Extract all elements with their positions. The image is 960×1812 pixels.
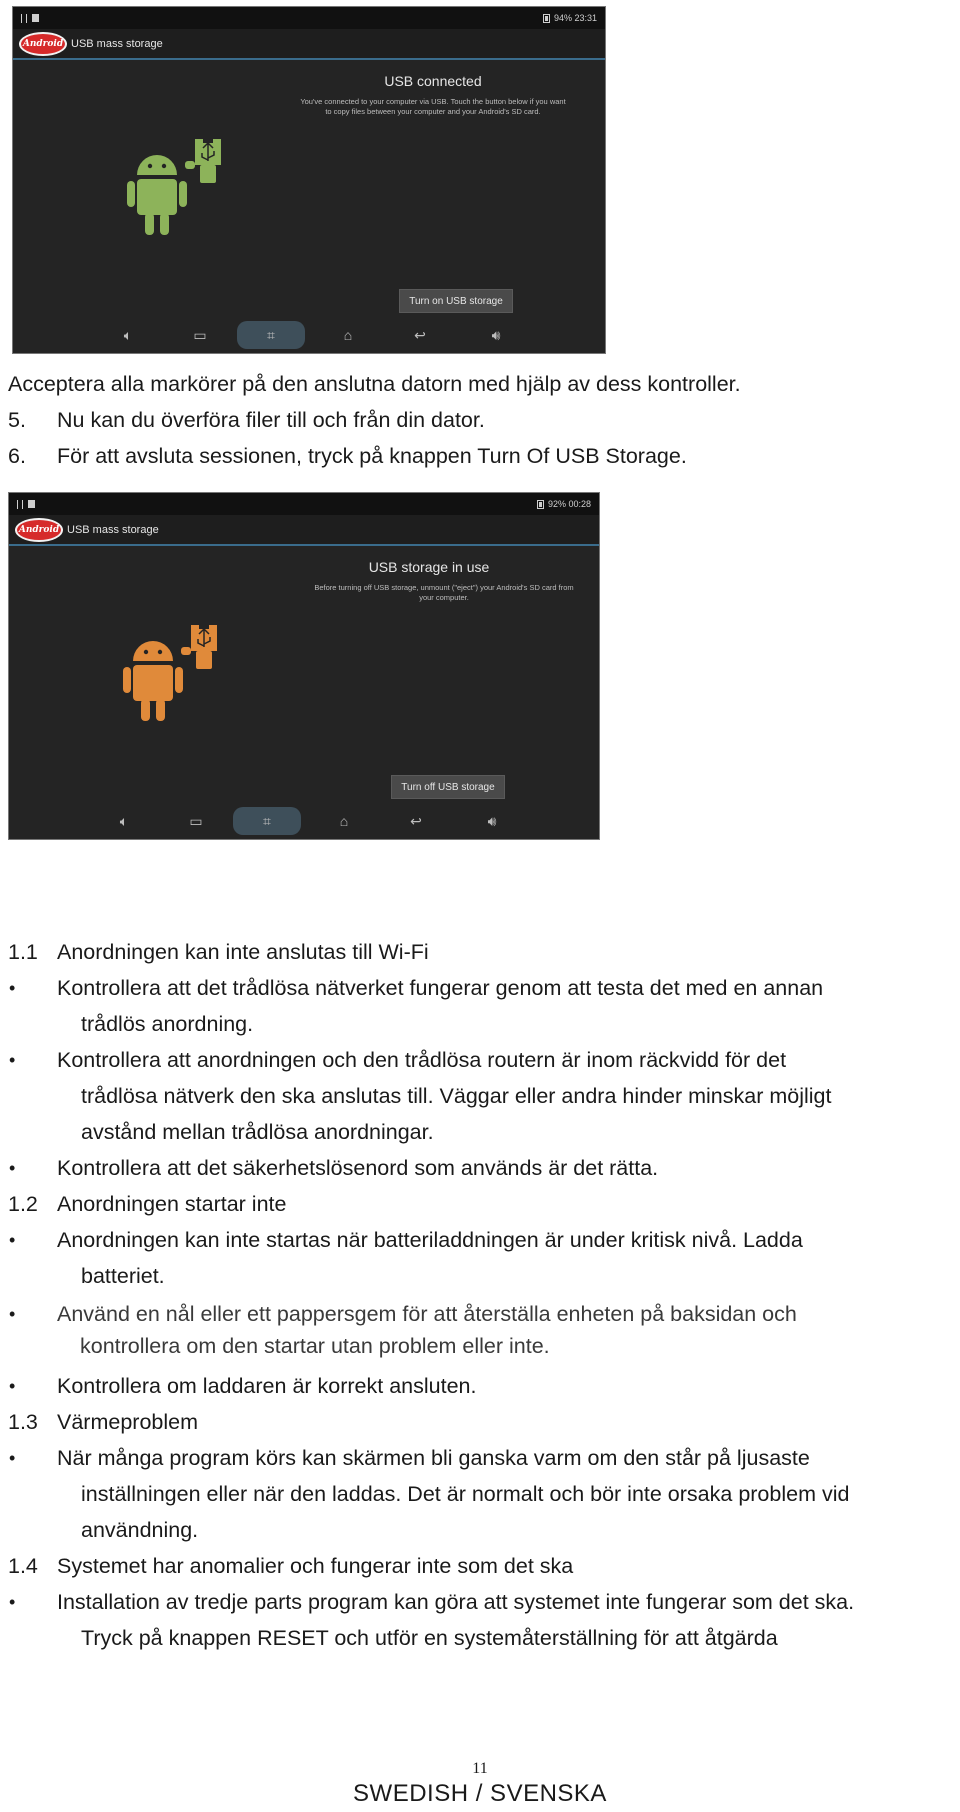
status-battery-time: 92% 00:28 <box>547 499 591 509</box>
bullet: • <box>9 1592 16 1612</box>
app-title: USB mass storage <box>71 37 163 50</box>
volume-down-icon[interactable]: 🔈︎ <box>119 812 129 829</box>
battery-icon <box>543 14 550 23</box>
screenshot-icon[interactable]: ⌗ <box>233 807 301 835</box>
back-icon[interactable]: ↩ <box>414 326 426 343</box>
bullet-text: kontrollera om den startar utan problem eller inte. <box>80 1334 550 1358</box>
bullet-text: Kontrollera om laddaren är korrekt ansluten. <box>57 1374 477 1398</box>
bullet-text: användning. <box>81 1518 199 1542</box>
section-title: Anordningen startar inte <box>57 1192 287 1216</box>
bullet-text: Använd en nål eller ett pappersgem för att återställa enheten på baksidan och <box>57 1302 797 1326</box>
bullet-text: Kontrollera att det säkerhetslösenord som används är det rätta. <box>57 1156 659 1180</box>
action-bar <box>13 29 605 60</box>
battery-icon <box>537 500 544 509</box>
section-number: 1.4 <box>8 1554 38 1578</box>
app-title: USB mass storage <box>67 523 159 536</box>
android-usb-illustration <box>121 621 231 739</box>
bullet-text: Tryck på knappen RESET och utför en systemåterställning för att åtgärda <box>81 1626 778 1650</box>
bullet-text: batteriet. <box>81 1264 165 1288</box>
turn-on-usb-storage-button[interactable]: Turn on USB storage <box>399 289 513 313</box>
step-text: Nu kan du överföra filer till och från din dator. <box>57 408 485 432</box>
volume-up-icon[interactable]: 🔊︎ <box>491 326 501 343</box>
sd-card-icon <box>28 500 35 508</box>
section-number: 1.3 <box>8 1410 38 1434</box>
section-title: Systemet har anomalier och fungerar inte som det ska <box>57 1554 574 1578</box>
android-logo: Android <box>15 518 63 542</box>
bullet-text: trådlösa nätverk den ska anslutas till. Väggar eller andra hinder minskar möjligt <box>81 1084 832 1108</box>
volume-down-icon[interactable]: 🔈︎ <box>123 326 133 343</box>
bullet-text: När många program körs kan skärmen bli ganska varm om den står på ljusaste <box>57 1446 810 1470</box>
footer-language: SWEDISH / SVENSKA <box>353 1780 607 1807</box>
bullet-text: inställningen eller när den laddas. Det är normalt och bör inte orsaka problem vid <box>81 1482 850 1506</box>
section-title: Värmeproblem <box>57 1410 198 1434</box>
step-text: För att avsluta sessionen, tryck på knappen Turn Of USB Storage. <box>57 444 687 468</box>
android-usb-illustration <box>125 135 235 253</box>
bullet: • <box>9 1050 16 1070</box>
usb-description-line: to copy files between your computer and your Android's SD card. <box>325 107 541 116</box>
bullet: • <box>9 1448 16 1468</box>
android-robot-icon <box>127 139 221 235</box>
android-logo: Android <box>19 32 67 56</box>
section-title: Anordningen kan inte anslutas till Wi-Fi <box>57 940 429 964</box>
status-bar <box>13 7 605 29</box>
android-robot-icon <box>123 625 217 721</box>
screenshot-usb-connected <box>12 6 606 354</box>
screenshot-usb-storage-in-use <box>8 492 600 840</box>
step-number: 6. <box>8 444 26 468</box>
usb-description-line: your computer. <box>419 593 469 602</box>
bullet-text: Installation av tredje parts program kan göra att systemet inte fungerar som det ska. <box>57 1590 855 1614</box>
usb-description-line: Before turning off USB storage, unmount ("eject") your Android's SD card from <box>314 583 574 592</box>
bullet-text: Kontrollera att det trådlösa nätverket fungerar genom att testa det med en annan <box>57 976 824 1000</box>
recent-apps-icon[interactable]: ▭ <box>189 812 203 829</box>
usb-heading: USB storage in use <box>368 559 490 575</box>
bullet-text: avstånd mellan trådlösa anordningar. <box>81 1120 434 1144</box>
status-battery-time: 94% 23:31 <box>553 13 597 23</box>
bullet-text: trådlös anordning. <box>81 1012 254 1036</box>
status-bar <box>9 493 599 515</box>
recent-apps-icon[interactable]: ▭ <box>193 326 207 343</box>
home-icon[interactable]: ⌂ <box>343 327 353 343</box>
volume-up-icon[interactable]: 🔊︎ <box>487 812 497 829</box>
bullet: • <box>9 978 16 998</box>
page-number: 11 <box>472 1760 488 1777</box>
section-number: 1.1 <box>8 940 38 964</box>
usb-description <box>293 97 573 117</box>
usb-description <box>299 583 589 603</box>
usb-heading: USB connected <box>384 73 482 89</box>
screenshot-icon[interactable]: ⌗ <box>237 321 305 349</box>
back-icon[interactable]: ↩ <box>410 812 422 829</box>
bullet-text: Anordningen kan inte startas när batteriladdningen är under kritisk nivå. Ladda <box>57 1228 803 1252</box>
step-number: 5. <box>8 408 26 432</box>
usb-icon <box>17 500 23 509</box>
section-number: 1.2 <box>8 1192 38 1216</box>
bullet: • <box>9 1158 16 1178</box>
action-bar <box>9 515 599 546</box>
steps-intro: Acceptera alla markörer på den anslutna datorn med hjälp av dess kontroller. <box>8 372 741 396</box>
sd-card-icon <box>32 14 39 22</box>
bullet-text: Kontrollera att anordningen och den trådlösa routern är inom räckvidd för det <box>57 1048 787 1072</box>
turn-off-usb-storage-button[interactable]: Turn off USB storage <box>391 775 505 799</box>
home-icon[interactable]: ⌂ <box>339 813 349 829</box>
usb-icon <box>21 14 27 23</box>
navigation-bar <box>13 317 605 353</box>
bullet: • <box>9 1376 16 1396</box>
bullet: • <box>9 1230 16 1250</box>
navigation-bar <box>9 803 599 839</box>
usb-description-line: You've connected to your computer via USB. Touch the button below if you want <box>300 97 566 106</box>
bullet: • <box>9 1304 16 1324</box>
